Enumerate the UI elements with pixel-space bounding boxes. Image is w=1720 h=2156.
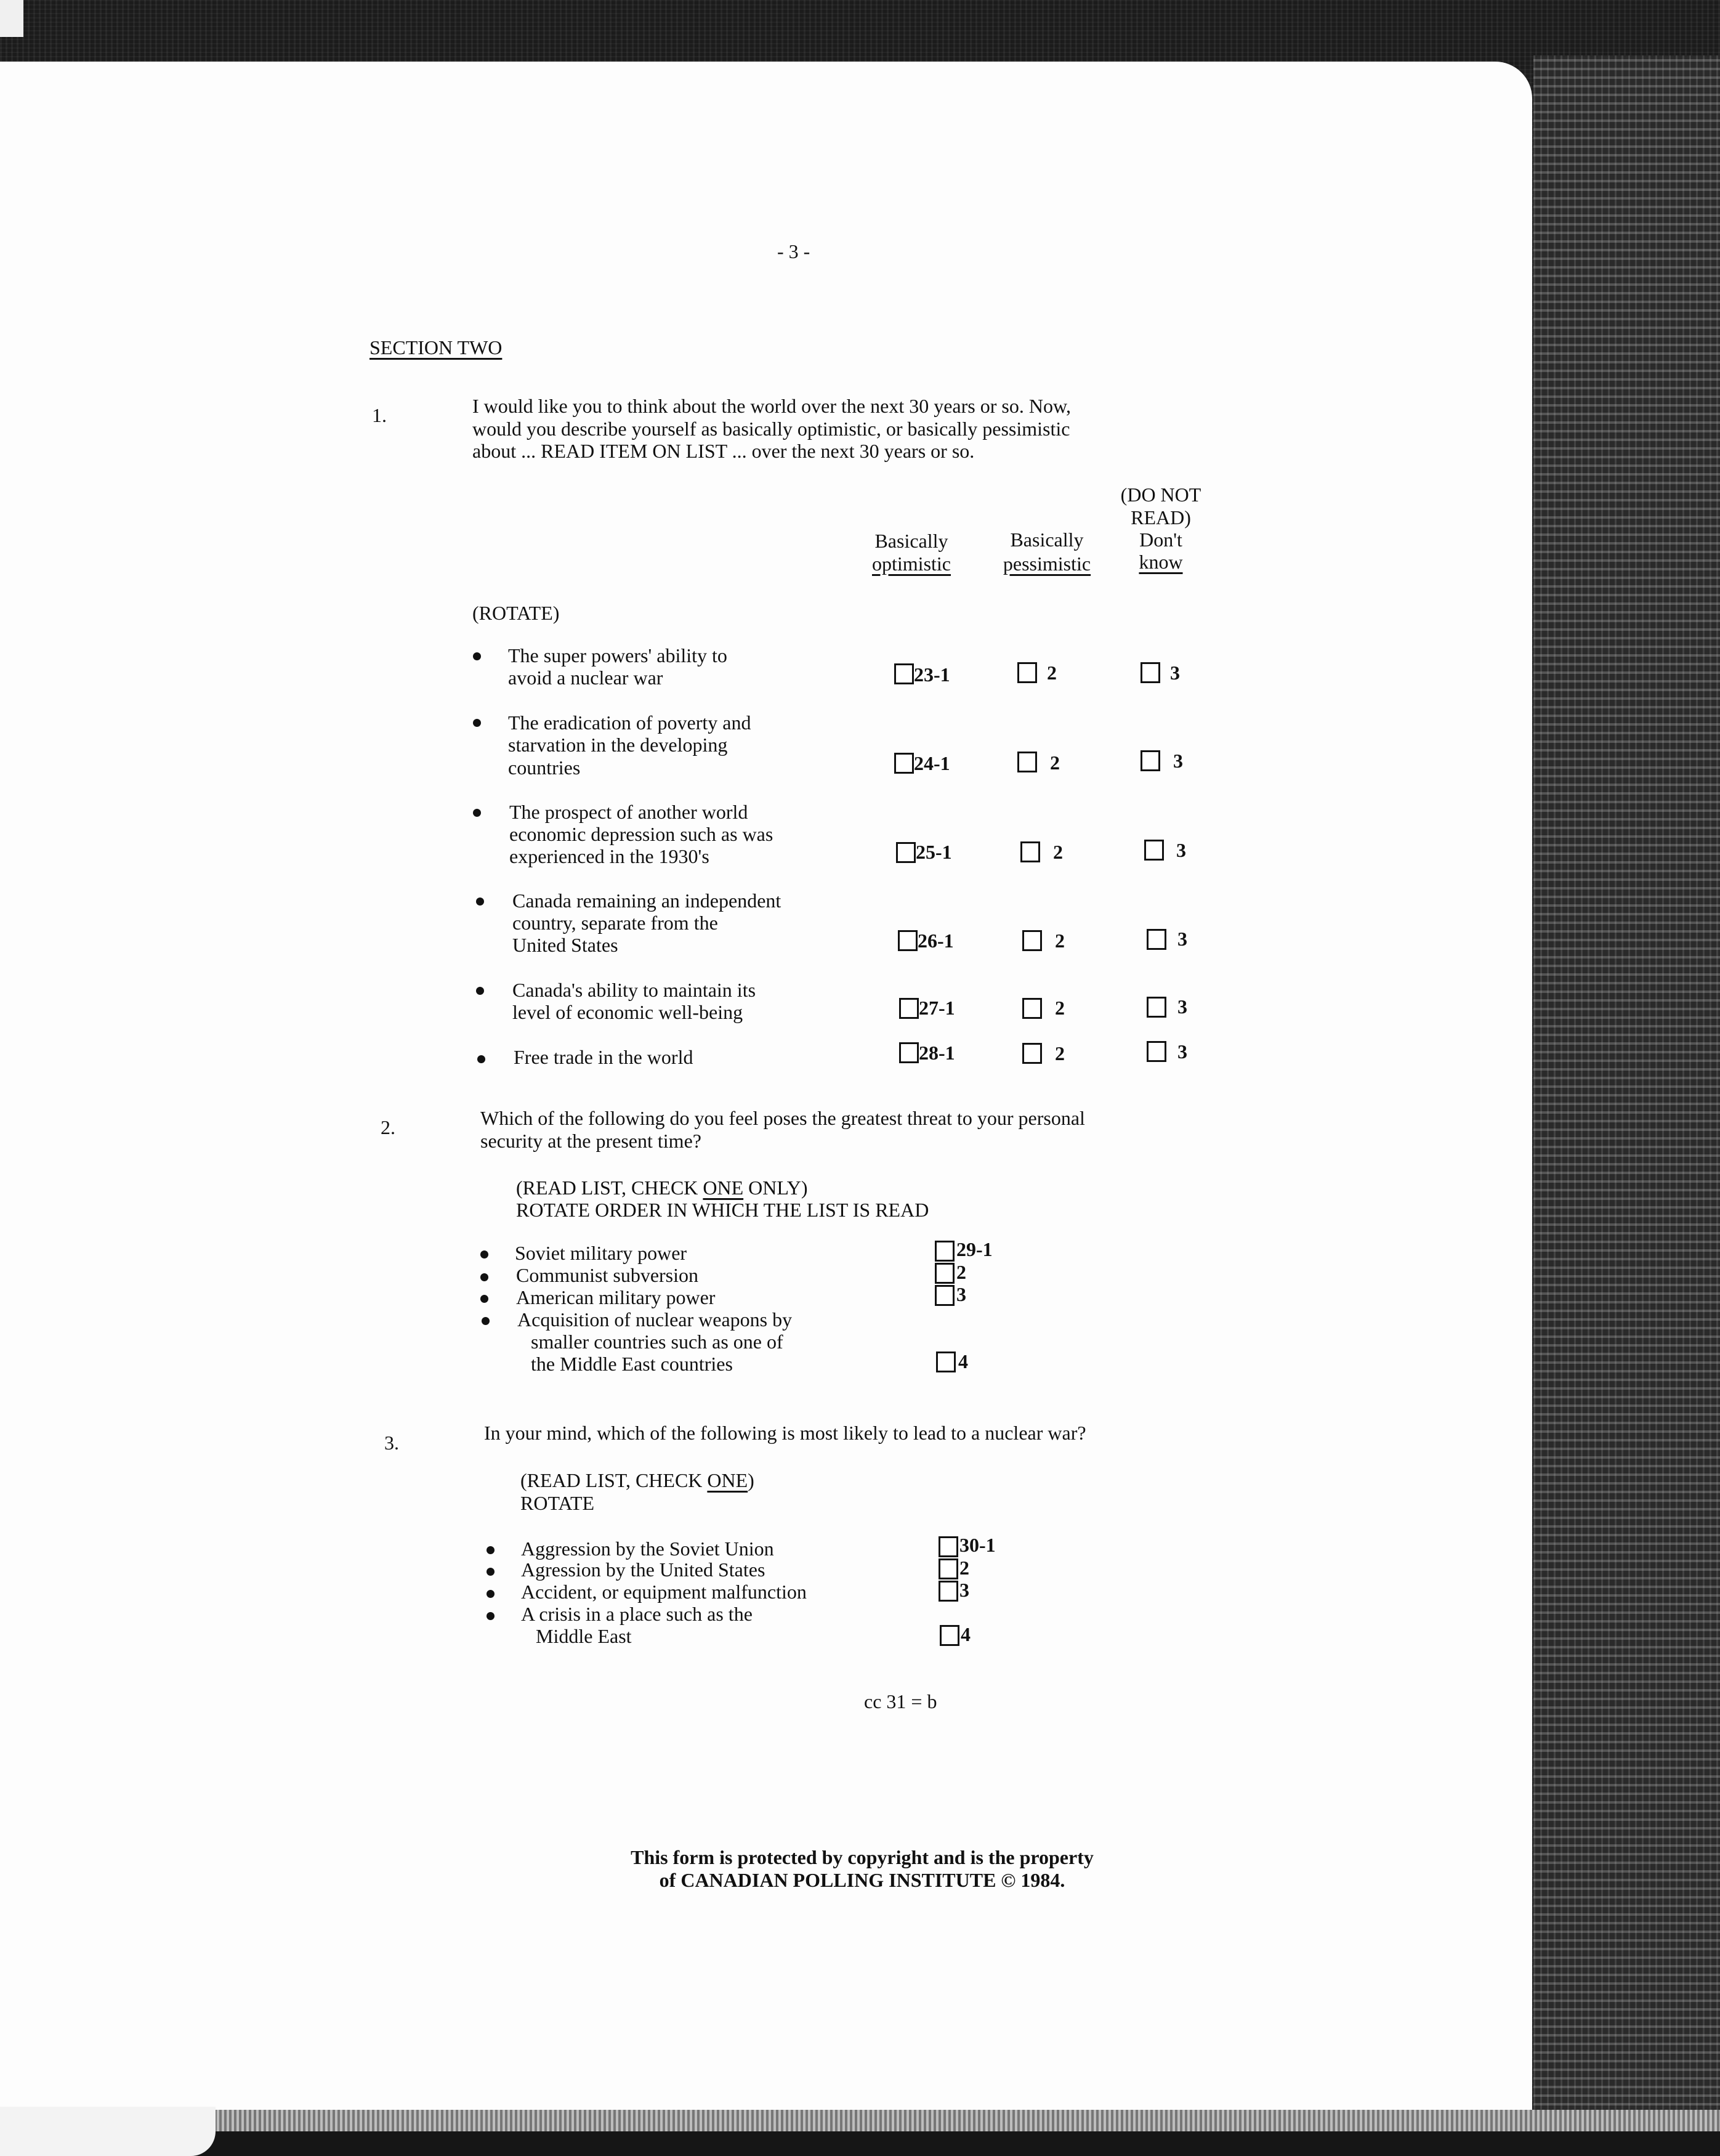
- q1-item-label: Canada's ability to maintain its: [512, 979, 756, 1001]
- response-code: 2: [959, 1557, 969, 1579]
- scan-bottom-edge: [0, 2110, 1720, 2131]
- response-code: 2: [1055, 997, 1065, 1019]
- q3-option-label: Aggression by the Soviet Union: [521, 1538, 774, 1560]
- q3-option-checkbox[interactable]: [939, 1536, 958, 1557]
- q3-number: 3.: [384, 1432, 399, 1454]
- q2-instruction-text: (READ LIST, CHECK: [516, 1177, 703, 1199]
- optimistic-checkbox[interactable]: [896, 842, 916, 863]
- cc-note: cc 31 = b: [864, 1690, 937, 1712]
- optimistic-checkbox[interactable]: [899, 1042, 919, 1063]
- q1-item-label: avoid a nuclear war: [508, 667, 663, 689]
- q2-instruction: [516, 1177, 807, 1199]
- optimistic-checkbox[interactable]: [898, 930, 918, 951]
- pessimistic-checkbox[interactable]: [1022, 930, 1042, 951]
- q2-instruction-text: ONLY): [743, 1177, 808, 1199]
- response-code: 27-1: [919, 997, 955, 1019]
- response-code: 3: [1177, 995, 1187, 1018]
- q3-instruction-text: (READ LIST, CHECK: [520, 1469, 708, 1491]
- response-code: 24-1: [914, 752, 950, 774]
- section-title: SECTION TWO: [369, 336, 503, 359]
- bullet: [477, 1055, 485, 1063]
- q2-option-checkbox[interactable]: [936, 1352, 956, 1372]
- response-code: 2: [1053, 841, 1063, 863]
- q3-question-text: In your mind, which of the following is most likely to lead to a nuclear war?: [484, 1422, 1086, 1444]
- response-code: 2: [1055, 1042, 1065, 1064]
- pessimistic-checkbox[interactable]: [1022, 1043, 1042, 1064]
- q1-item-label: countries: [508, 756, 581, 779]
- dontknow-checkbox[interactable]: [1147, 1041, 1166, 1062]
- q2-option-checkbox[interactable]: [935, 1263, 955, 1284]
- bullet: [480, 1295, 488, 1303]
- document-page: [0, 62, 1532, 2110]
- q1-item-label: economic depression such as was: [509, 823, 773, 845]
- q1-number: 1.: [372, 404, 387, 426]
- q1-item-label: Canada remaining an independent: [512, 890, 781, 912]
- optimistic-checkbox[interactable]: [894, 663, 914, 684]
- optimistic-checkbox[interactable]: [899, 998, 919, 1019]
- q3-instruction-text: ): [748, 1469, 754, 1491]
- dontknow-checkbox[interactable]: [1141, 662, 1160, 683]
- dontknow-checkbox[interactable]: [1144, 840, 1164, 861]
- response-code: 2: [956, 1261, 966, 1283]
- q2-number: 2.: [381, 1116, 395, 1138]
- response-code: 23-1: [914, 663, 950, 686]
- q1-item-label: United States: [512, 934, 618, 956]
- bullet: [473, 719, 481, 727]
- q3-option-label: Agression by the United States: [521, 1558, 765, 1581]
- response-code: 4: [961, 1623, 971, 1645]
- q1-item-label: The prospect of another world: [509, 801, 748, 823]
- q1-item-label: starvation in the developing: [508, 734, 728, 756]
- dontknow-checkbox[interactable]: [1141, 750, 1160, 771]
- q2-option-label: Acquisition of nuclear weapons by: [517, 1308, 793, 1331]
- copyright-footer-line: This form is protected by copyright and is the property: [631, 1846, 1094, 1868]
- col-optimistic-line: optimistic: [872, 553, 951, 575]
- dontknow-checkbox[interactable]: [1147, 997, 1166, 1018]
- col-dontknow-line: know: [1139, 551, 1183, 573]
- bullet: [480, 1273, 488, 1281]
- col-pessimistic-line: Basically: [1010, 529, 1084, 551]
- response-code: 25-1: [916, 841, 952, 863]
- pessimistic-checkbox[interactable]: [1022, 998, 1042, 1019]
- bullet: [487, 1546, 495, 1554]
- col-dontknow-line: (DO NOT: [1120, 484, 1201, 506]
- copyright-footer-line: of CANADIAN POLLING INSTITUTE © 1984.: [659, 1869, 1065, 1891]
- response-code: 29-1: [956, 1238, 993, 1260]
- response-code: 3: [1170, 662, 1180, 684]
- q2-rotate-instruction: ROTATE ORDER IN WHICH THE LIST IS READ: [516, 1199, 929, 1221]
- q1-text-line: would you describe yourself as basically optimistic, or basically pessimistic: [472, 418, 1070, 440]
- q2-instruction-emphasis: ONE: [703, 1177, 744, 1199]
- bullet: [487, 1568, 495, 1576]
- q3-option-checkbox[interactable]: [940, 1625, 959, 1646]
- page-number: - 3 -: [777, 240, 810, 262]
- q3-option-label: Accident, or equipment malfunction: [521, 1581, 807, 1603]
- page-curl-shadow: [0, 2107, 216, 2156]
- bullet: [487, 1612, 495, 1620]
- response-code: 3: [1177, 928, 1187, 950]
- q3-instruction-emphasis: ONE: [707, 1469, 748, 1491]
- q3-option-label: A crisis in a place such as the: [521, 1603, 753, 1625]
- response-code: 3: [959, 1579, 969, 1601]
- col-dontknow-line: READ): [1131, 506, 1191, 529]
- bullet: [476, 987, 484, 995]
- q3-instruction: [520, 1469, 754, 1492]
- response-code: 2: [1050, 752, 1060, 774]
- q2-text-line: security at the present time?: [480, 1130, 701, 1152]
- pessimistic-checkbox[interactable]: [1020, 841, 1040, 862]
- response-code: 2: [1047, 662, 1057, 684]
- response-code: 26-1: [918, 930, 954, 952]
- q3-option-checkbox[interactable]: [939, 1581, 958, 1602]
- scan-corner: [0, 0, 23, 37]
- response-code: 3: [1173, 750, 1183, 772]
- q1-text-line: about ... READ ITEM ON LIST ... over the next 30 years or so.: [472, 440, 975, 462]
- optimistic-checkbox[interactable]: [894, 753, 914, 774]
- response-code: 2: [1055, 930, 1065, 952]
- bullet: [487, 1590, 495, 1598]
- q2-option-label: Communist subversion: [516, 1264, 699, 1286]
- q2-option-label: American military power: [516, 1286, 716, 1308]
- q1-text-line: I would like you to think about the world over the next 30 years or so. Now,: [472, 395, 1071, 417]
- pessimistic-checkbox[interactable]: [1017, 662, 1037, 683]
- bullet: [473, 809, 481, 817]
- q2-option-checkbox[interactable]: [935, 1241, 955, 1262]
- q1-item-label: country, separate from the: [512, 912, 718, 934]
- q1-item-label: level of economic well-being: [512, 1001, 743, 1023]
- q2-option-label: Soviet military power: [515, 1242, 687, 1264]
- col-dontknow-line: Don't: [1139, 529, 1182, 551]
- q1-item-label: experienced in the 1930's: [509, 845, 709, 867]
- q3-option-label: Middle East: [536, 1625, 632, 1647]
- q1-rotate-label: (ROTATE): [472, 602, 560, 624]
- response-code: 4: [958, 1350, 968, 1372]
- col-pessimistic-line: pessimistic: [1003, 553, 1091, 575]
- bullet: [476, 898, 484, 906]
- bullet: [480, 1250, 488, 1258]
- response-code: 3: [956, 1283, 966, 1305]
- response-code: 3: [1177, 1040, 1187, 1063]
- bullet: [473, 652, 481, 660]
- bullet: [482, 1317, 490, 1325]
- q3-rotate-instruction: ROTATE: [520, 1492, 595, 1514]
- q2-option-checkbox[interactable]: [935, 1285, 955, 1306]
- q2-option-label: the Middle East countries: [531, 1353, 733, 1375]
- q1-item-label: Free trade in the world: [514, 1046, 693, 1068]
- q2-text-line: Which of the following do you feel poses the greatest threat to your personal: [480, 1107, 1085, 1129]
- q2-option-label: smaller countries such as one of: [531, 1331, 783, 1353]
- binder-edge: [1533, 55, 1720, 2131]
- q1-item-label: The eradication of poverty and: [508, 711, 751, 734]
- response-code: 30-1: [959, 1534, 996, 1556]
- dontknow-checkbox[interactable]: [1147, 929, 1166, 950]
- q3-option-checkbox[interactable]: [939, 1558, 958, 1579]
- col-optimistic-line: Basically: [874, 530, 948, 552]
- pessimistic-checkbox[interactable]: [1017, 752, 1037, 772]
- response-code: 3: [1176, 839, 1186, 861]
- response-code: 28-1: [919, 1042, 955, 1064]
- q1-item-label: The super powers' ability to: [508, 644, 727, 667]
